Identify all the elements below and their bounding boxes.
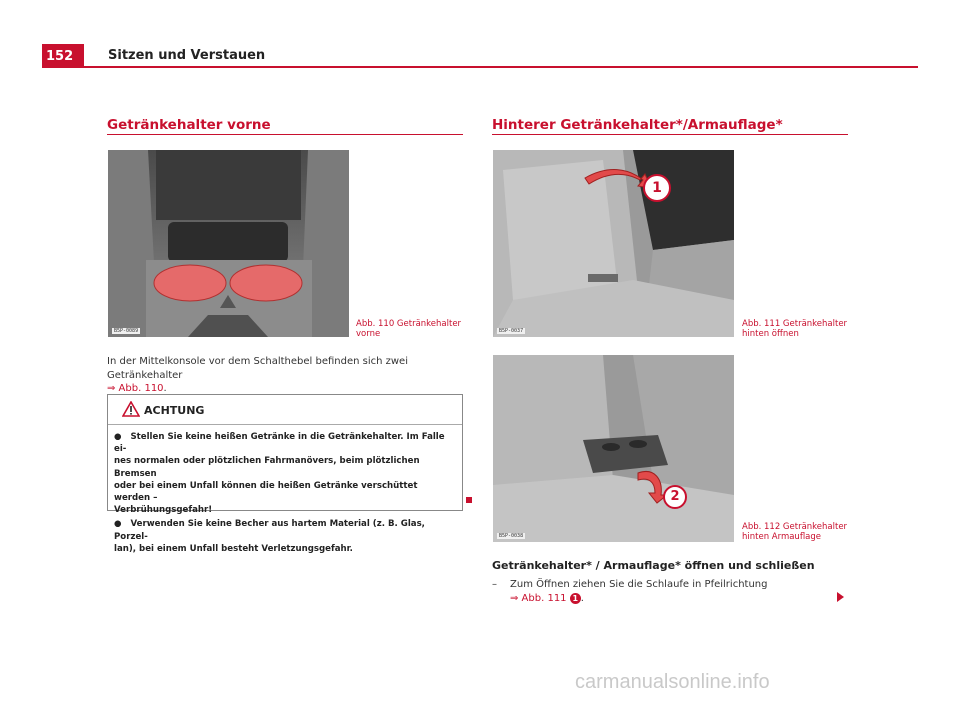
warning-item: [114, 431, 456, 516]
step-end: .: [580, 592, 584, 604]
warning-line: Verbrühungsgefahr!: [114, 505, 213, 516]
warning-line: Stellen Sie keine heißen Getränke in die Getränkehalter. Im Falle ei-: [114, 432, 445, 455]
warning-title: ACHTUNG: [144, 404, 205, 417]
page-number: 152: [42, 44, 84, 68]
subheading-open-close: Getränkehalter* / Armauflage* öffnen und schließen: [492, 559, 815, 572]
caption-line: Abb. 111 Getränkehalter: [742, 319, 848, 329]
warning-line: Verwenden Sie keine Becher aus hartem Material (z. B. Glas, Porzel-: [114, 519, 425, 542]
warning-line: lan), bei einem Unfall besteht Verletzungsgefahr.: [114, 543, 353, 554]
warning-header: [108, 395, 462, 425]
warning-body: [108, 425, 462, 555]
bullet: ●: [114, 519, 122, 530]
warning-item: [114, 518, 456, 555]
section-heading-rear-cupholder: Hinterer Getränkehalter*/Armauflage*: [492, 117, 783, 133]
figure-code: B5P-0038: [499, 533, 524, 539]
caption-line: hinten Armauflage: [742, 532, 822, 542]
section-rule: [107, 134, 463, 135]
body-end: .: [163, 383, 167, 394]
section-heading-front-cupholder: Getränkehalter vorne: [107, 117, 271, 133]
rear-cupholder-open-photo: [493, 150, 734, 337]
section-end-marker: [466, 497, 472, 503]
caption-line: vorne: [356, 329, 381, 339]
section-rule: [492, 134, 848, 135]
figure-reference-link[interactable]: ⇒ Abb. 110: [107, 383, 164, 394]
caption-line: Abb. 112 Getränkehalter: [742, 522, 848, 532]
header-rule: [84, 66, 918, 68]
circle-number-icon: 1: [570, 593, 581, 604]
warning-box: [107, 394, 463, 554]
bullet: ●: [114, 432, 122, 442]
front-cupholder-photo: [108, 150, 349, 337]
figure-code: B5P-0037: [499, 328, 524, 334]
dash-bullet: –: [492, 579, 497, 590]
watermark: carmanualsonline.info: [575, 671, 770, 693]
figure-caption-111: [742, 319, 847, 339]
caption-line: Abb. 110 Getränkehalter: [356, 319, 462, 329]
figure-caption-110: [356, 319, 461, 339]
figure-reference-link[interactable]: ⇒ Abb. 111: [510, 592, 567, 604]
warning-line: nes normalen oder plötzlichen Fahrmanövers, beim plötzlichen Bremsen: [114, 456, 420, 479]
callout-marker-1: 1: [643, 174, 671, 202]
caption-line: hinten öffnen: [742, 329, 799, 339]
figure-code: B5P-0089: [114, 328, 139, 334]
rear-armrest-photo: [493, 355, 734, 542]
callout-marker-2: 2: [663, 485, 687, 509]
continue-arrow-icon: [837, 592, 844, 602]
body-line: In der Mittelkonsole vor dem Schalthebel befinden sich zwei Getränkehalter: [107, 356, 408, 381]
front-cupholder-text: [107, 355, 467, 396]
figure-caption-112: [742, 522, 847, 542]
page-header-title: Sitzen und Verstauen: [108, 48, 266, 63]
step-line: Zum Öffnen ziehen Sie die Schlaufe in Pfeilrichtung: [510, 579, 768, 590]
warning-triangle-icon: [122, 401, 140, 417]
warning-line: oder bei einem Unfall können die heißen Getränke verschüttet werden –: [114, 480, 418, 504]
